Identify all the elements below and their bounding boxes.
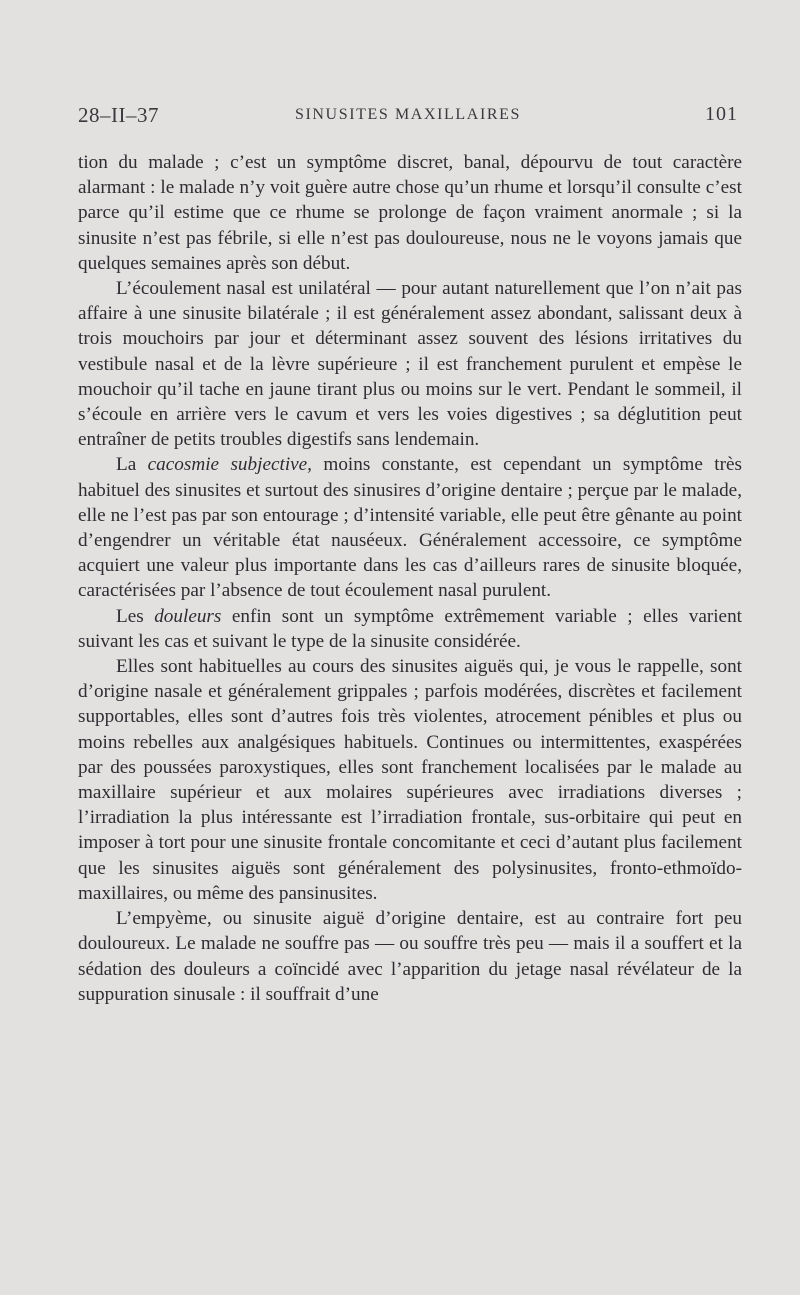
paragraph-nasal-discharge — [78, 276, 742, 452]
body-text — [78, 150, 742, 1007]
header-date: 28–II–37 — [78, 103, 159, 127]
paragraph-prefix: La — [116, 454, 148, 476]
paragraph-cacosmia — [78, 452, 742, 603]
paragraph-text: enfin sont un symptôme extrêmement variable ; elles varient suivant les cas et suivant le type de la sinusite considérée. — [78, 605, 742, 652]
paragraph-text: tion du malade ; c’est un symptôme discret, banal, dépourvu de tout caractère alarmant : le malade n’y voit guère autre chose qu’un rhume et lorsqu’il consulte c’est parce qu’il estime que ce rhume se prolonge de façon vraiment anormale ; si la sinusite n’est pas fébrile, si elle n’est pas douloureuse, nous ne le voyons jamais que quelques semaines après son début. — [78, 152, 742, 274]
page-number: 101 — [705, 103, 738, 125]
paragraph-emphasis: cacosmie subjective, — [147, 454, 312, 476]
running-head — [78, 103, 738, 131]
paragraph-text: L’écoulement nasal est unilatéral — pour autant naturellement que l’on n’ait pas affaire à une sinusite bilatérale ; il est généralement assez abondant, salissant deux à trois mouchoirs par jour et déterminant assez souvent des lésions irritatives du vestibule nasal et de la lèvre supérieure ; il est franchement purulent et empèse le mouchoir qu’il tache en jaune tirant plus ou moins sur le vert. Pendant le sommeil, il s’écoule en arrière vers le cavum et vers les voies digestives ; sa déglutition peut entraîner de petits troubles digestifs sans lendemain. — [78, 278, 742, 451]
header-title: SINUSITES MAXILLAIRES — [294, 106, 522, 123]
paragraph-prefix: Les — [116, 605, 155, 627]
paragraph-pain — [78, 604, 742, 654]
paragraph-continued — [78, 150, 742, 276]
paragraph-text: L’empyème, ou sinusite aiguë d’origine dentaire, est au contraire fort peu douloureux. Le malade ne souffre pas — ou souffre très peu — mais il a souffert et la sédation des douleurs a coïncidé avec l’apparition du jetage nasal révélateur de la suppuration sinusale : il souffrait d’une — [78, 908, 742, 1005]
paragraph-acute-sinusitis — [78, 654, 742, 906]
paragraph-empyema — [78, 906, 742, 1007]
paragraph-emphasis: douleurs — [154, 605, 222, 627]
paragraph-text: Elles sont habituelles au cours des sinusites aiguës qui, je vous le rappelle, sont d’origine nasale et généralement grippales ; parfois modérées, discrètes et facilement supportables, elles sont d’autres fois très violentes, atrocement pénibles et plus ou moins rebelles aux analgésiques habituels. Continues ou intermittentes, exaspérées par des poussées paroxystiques, elles sont franchement localisées par le malade au maxillaire supérieur et aux molaires supérieures avec irradiations diverses ; l’irradiation la plus intéressante est l’irradiation frontale, sus-orbitaire qui peut en imposer à tort pour une sinusite frontale concomitante et ceci d’autant plus facilement que les sinusites aiguës sont généralement des polysinusites, fronto-ethmoïdo-maxillaires, ou même des pansinusites. — [78, 656, 742, 904]
paragraph-text: moins constante, est cependant un symptôme très habituel des sinusites et surtout des sinusires d’origine dentaire ; perçue par le malade, elle ne l’est pas par son entourage ; d’intensité variable, elle peut être gênante au point d’engendrer un véritable état nauséeux. Généralement accessoire, ce symptôme acquiert une valeur plus importante dans les cas d’ailleurs rares de sinusite bloquée, caractérisées par l’absence de tout écoulement nasal purulent. — [78, 454, 742, 602]
